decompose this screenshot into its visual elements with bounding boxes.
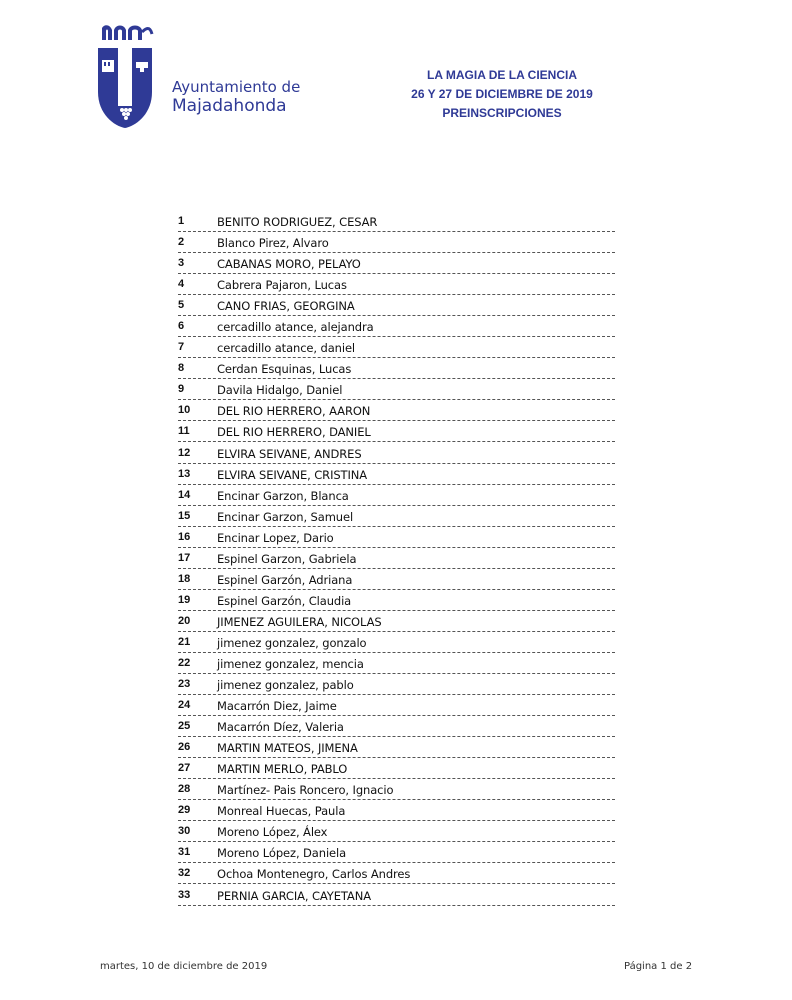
list-item [178,675,615,695]
list-item-number: 23 [178,678,191,691]
list-item-number: 16 [178,530,191,543]
list-item-name: jimenez gonzalez, mencia [217,656,364,671]
list-item [178,864,615,884]
list-item-number: 9 [178,383,185,396]
list-item-number: 25 [178,720,191,733]
list-item-number: 14 [178,488,191,501]
list-item [178,212,615,232]
footer-date: martes, 10 de diciembre de 2019 [100,961,268,972]
list-item [178,317,615,337]
list-item-name: Ochoa Montenegro, Carlos Andres [217,867,411,882]
list-item-name: Encinar Garzon, Samuel [217,509,354,524]
list-item-name: Cerdan Esquinas, Lucas [217,362,352,377]
list-item [178,275,615,295]
list-item [178,759,615,779]
list-item-name: JIMENEZ AGUILERA, NICOLAS [217,614,382,629]
list-item-name: DEL RIO HERRERO, AARON [217,404,371,419]
list-item [178,843,615,863]
list-item-number: 29 [178,804,191,817]
list-item-name: ELVIRA SEIVANE, ANDRES [217,446,362,461]
list-item-number: 4 [178,278,185,291]
list-item-name: Espinel Garzon, Gabriela [217,551,357,566]
footer-page-number: Página 1 de 2 [624,961,693,972]
list-item [178,570,615,590]
list-item-number: 7 [178,341,185,354]
list-item [178,444,615,464]
list-item [178,696,615,716]
list-item [178,886,615,906]
list-item-number: 24 [178,699,191,712]
list-item-name: Monreal Huecas, Paula [217,804,346,819]
list-item [178,422,615,442]
list-item-name: Encinar Garzon, Blanca [217,488,349,503]
list-item-number: 20 [178,614,191,627]
list-item-number: 27 [178,762,191,775]
list-item-name: Espinel Garzón, Adriana [217,572,353,587]
list-item [178,338,615,358]
list-item [178,549,615,569]
list-item-number: 13 [178,467,191,480]
list-item-number: 32 [178,867,191,880]
list-item-name: Macarrón Díez, Valeria [217,720,344,735]
list-item [178,254,615,274]
list-item-name: CANO FRIAS, GEORGINA [217,299,355,314]
list-item-number: 10 [178,404,191,417]
list-item-name: Espinel Garzón, Claudia [217,593,352,608]
list-item [178,296,615,316]
list-item-number: 18 [178,572,191,585]
list-item-number: 5 [178,299,185,312]
list-item-name: Davila Hidalgo, Daniel [217,383,343,398]
list-item-number: 8 [178,362,185,375]
list-item-number: 26 [178,741,191,754]
list-item [178,633,615,653]
list-item-number: 21 [178,635,191,648]
document-title [382,66,622,123]
list-item [178,738,615,758]
list-item-name: Moreno López, Álex [217,825,328,840]
org-name-line2: Majadahonda [172,96,287,116]
list-item-number: 22 [178,656,191,669]
list-item [178,717,615,737]
list-item [178,780,615,800]
list-item-name: PERNIA GARCIA, CAYETANA [217,888,371,903]
list-item-number: 33 [178,888,191,901]
list-item-number: 30 [178,825,191,838]
list-item-name: ELVIRA SEIVANE, CRISTINA [217,467,368,482]
list-item-number: 3 [178,257,185,270]
list-item-name: CABANAS MORO, PELAYO [217,257,361,272]
list-item [178,528,615,548]
list-item-number: 12 [178,446,191,459]
list-item [178,612,615,632]
list-item-name: Encinar Lopez, Dario [217,530,334,545]
list-item-name: cercadillo atance, alejandra [217,320,374,335]
list-item-number: 17 [178,551,191,564]
list-item-name: MARTIN MATEOS, JIMENA [217,741,358,756]
list-item-name: Macarrón Diez, Jaime [217,699,337,714]
list-item-name: Martínez- Pais Roncero, Ignacio [217,783,394,798]
list-item-number: 19 [178,593,191,606]
list-item [178,822,615,842]
list-item [178,507,615,527]
list-item [178,401,615,421]
list-item-name: jimenez gonzalez, pablo [217,678,354,693]
title-line-2: 26 Y 27 DE DICIEMBRE DE 2019 [411,87,593,101]
title-line-1: LA MAGIA DE LA CIENCIA [427,68,577,82]
list-item [178,654,615,674]
list-item-name: Moreno López, Daniela [217,846,347,861]
list-item-number: 15 [178,509,191,522]
list-item [178,465,615,485]
org-name [172,78,300,116]
registrant-list [178,212,615,907]
list-item-name: Cabrera Pajaron, Lucas [217,278,347,293]
list-item [178,380,615,400]
list-item [178,359,615,379]
list-item-name: BENITO RODRIGUEZ, CESAR [217,215,378,229]
list-item-name: jimenez gonzalez, gonzalo [217,635,367,650]
list-item [178,233,615,253]
coat-of-arms-icon [96,22,156,132]
list-item-name: cercadillo atance, daniel [217,341,356,356]
list-item-name: Blanco Pirez, Alvaro [217,236,329,251]
list-item-number: 2 [178,236,185,249]
title-line-3: PREINSCRIPCIONES [442,106,562,120]
municipal-logo [96,22,316,132]
list-item [178,486,615,506]
list-item-name: MARTIN MERLO, PABLO [217,762,348,777]
list-item-name: DEL RIO HERRERO, DANIEL [217,425,371,440]
org-name-line1: Ayuntamiento de [172,78,301,96]
list-item [178,591,615,611]
list-item-number: 11 [178,425,190,438]
list-item-number: 28 [178,783,191,796]
list-item-number: 31 [178,846,191,859]
list-item-number: 1 [178,215,185,227]
list-item [178,801,615,821]
list-item-number: 6 [178,320,185,333]
